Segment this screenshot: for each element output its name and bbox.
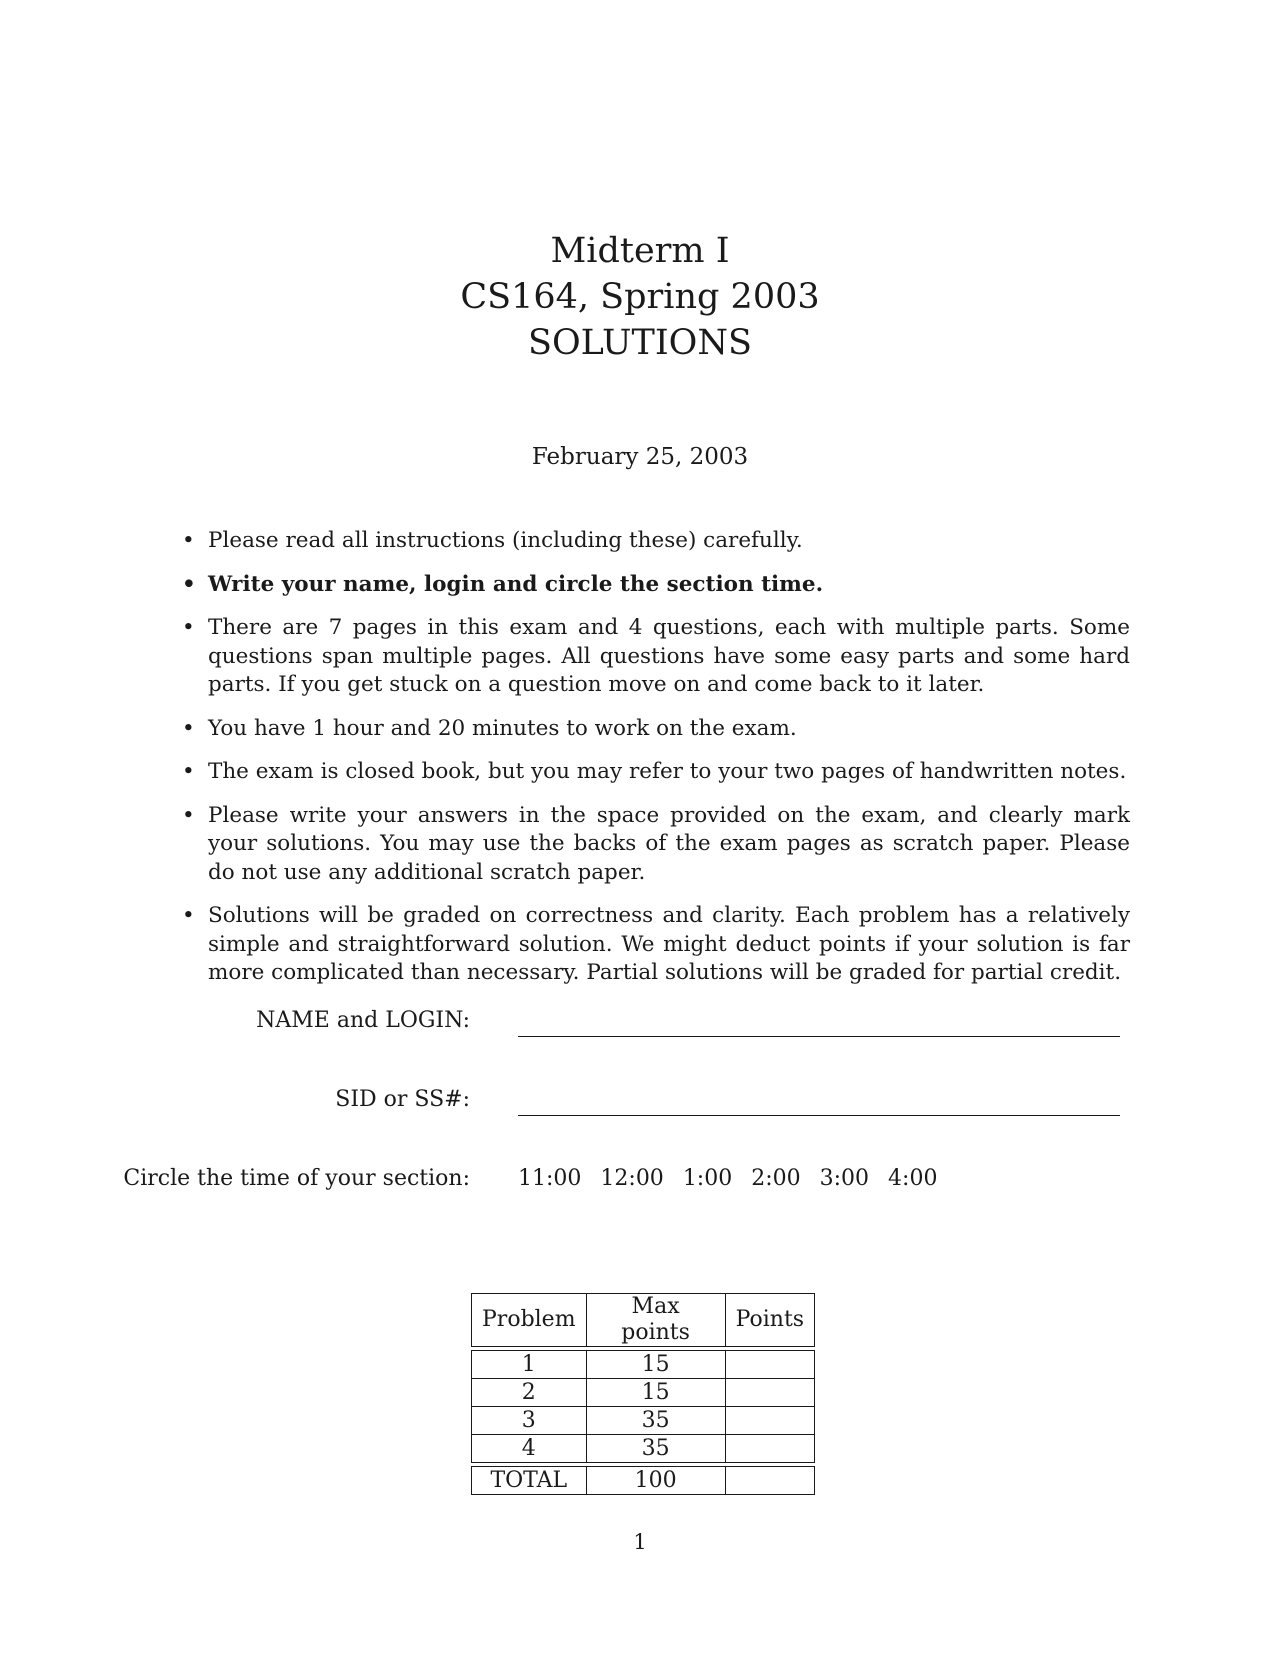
cell-total-points[interactable]	[725, 1467, 815, 1495]
table-total-row	[472, 1467, 815, 1495]
title-midterm: Midterm I	[550, 231, 730, 271]
name-login-label: NAME and LOGIN:	[256, 1008, 470, 1033]
name-login-field[interactable]	[518, 1036, 1120, 1037]
section-time-row	[0, 1166, 1280, 1206]
cell-problem: 1	[472, 1351, 587, 1379]
instruction-item: • Solutions will be graded on correctness and clarity. Each problem has a relatively simple and straightforward solution. We might deduct points if your solution is far more complicated than necessary. Partial solutions will be graded for partial credit.	[182, 902, 1130, 988]
cell-points[interactable]	[725, 1435, 815, 1463]
section-time-option[interactable]: 2:00	[751, 1166, 801, 1191]
instructions-list	[182, 527, 1130, 1003]
cell-max-points: 35	[586, 1407, 725, 1435]
section-time-option[interactable]: 1:00	[682, 1166, 733, 1191]
cell-points[interactable]	[725, 1351, 815, 1379]
instruction-item: • Please write your answers in the space provided on the exam, and clearly mark your solutions. You may use the backs of the exam pages as scratch paper. Please do not use any additional scratch paper.	[182, 802, 1130, 888]
title-solutions: SOLUTIONS	[528, 323, 752, 363]
cell-max-points: 15	[586, 1351, 725, 1379]
cell-problem: 4	[472, 1435, 587, 1463]
header-max-points: Max points	[586, 1294, 725, 1347]
cell-max-points: 35	[586, 1435, 725, 1463]
cell-problem: 3	[472, 1407, 587, 1435]
cell-problem: 2	[472, 1379, 587, 1407]
cell-total-label: TOTAL	[472, 1467, 587, 1495]
table-row	[472, 1407, 815, 1435]
section-time-option[interactable]: 11:00	[518, 1166, 582, 1191]
header-points: Points	[725, 1294, 815, 1347]
title-course: CS164, Spring 2003	[460, 277, 820, 317]
section-time-label: Circle the time of your section:	[123, 1166, 470, 1191]
score-table	[471, 1293, 815, 1495]
exam-date: February 25, 2003	[531, 444, 749, 470]
cell-points[interactable]	[725, 1379, 815, 1407]
instruction-item: • There are 7 pages in this exam and 4 questions, each with multiple parts. Some questions span multiple pages. All questions have some easy parts and some hard parts. If you get stuck on a question move on and come back to it later.	[182, 614, 1130, 700]
header-problem: Problem	[472, 1294, 587, 1347]
page-number: 1	[633, 1530, 647, 1554]
table-header-row	[472, 1294, 815, 1347]
instruction-item: • Write your name, login and circle the section time.	[182, 571, 1130, 600]
cell-points[interactable]	[725, 1407, 815, 1435]
section-times	[518, 1166, 949, 1191]
sid-field[interactable]	[518, 1115, 1120, 1116]
table-row	[472, 1351, 815, 1379]
instruction-item: • You have 1 hour and 20 minutes to work on the exam.	[182, 715, 1130, 744]
table-row	[472, 1435, 815, 1463]
sid-label: SID or SS#:	[335, 1087, 470, 1112]
cell-total-max: 100	[586, 1467, 725, 1495]
sid-row	[0, 1087, 1280, 1127]
table-row	[472, 1379, 815, 1407]
name-login-row	[0, 1008, 1280, 1048]
instruction-item: • The exam is closed book, but you may refer to your two pages of handwritten notes.	[182, 758, 1130, 787]
cell-max-points: 15	[586, 1379, 725, 1407]
instruction-item: • Please read all instructions (including these) carefully.	[182, 527, 1130, 556]
section-time-option[interactable]: 12:00	[600, 1166, 664, 1191]
section-time-option[interactable]: 3:00	[819, 1166, 870, 1191]
exam-title	[0, 228, 1280, 366]
section-time-option[interactable]: 4:00	[888, 1166, 938, 1191]
